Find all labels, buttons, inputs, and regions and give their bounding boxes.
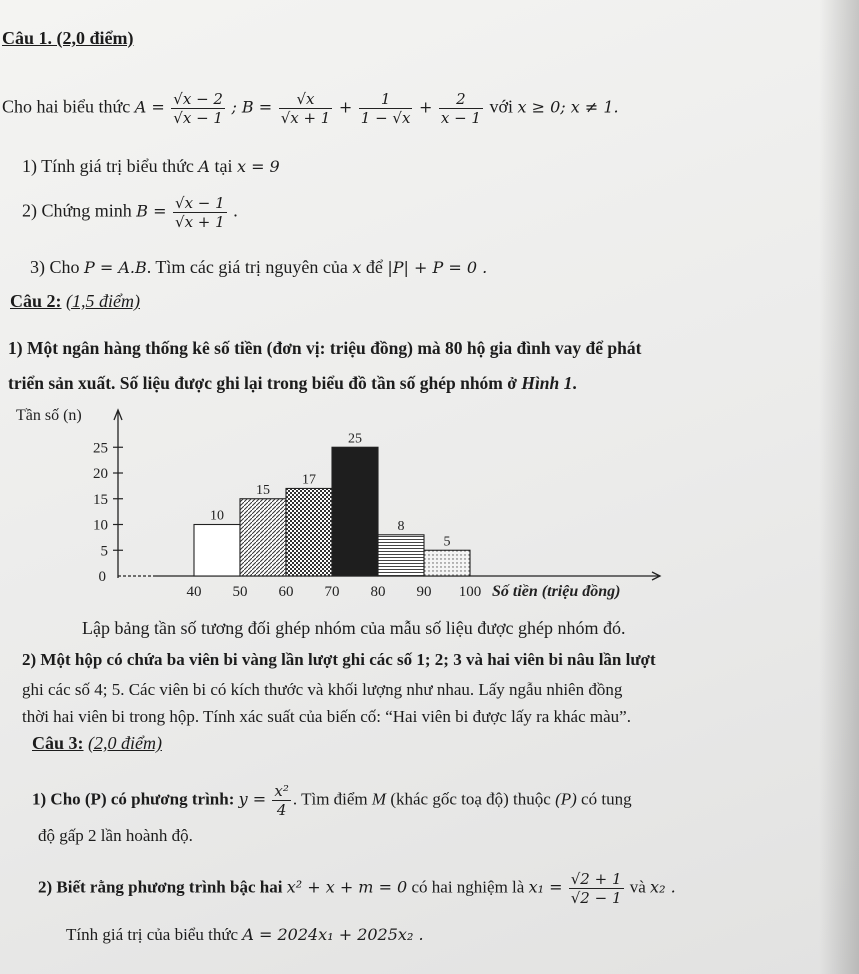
q3-p1-line1 — [32, 782, 632, 819]
exprB-f2-numerator: 1 — [359, 90, 413, 109]
q3-p2-line2b: A = 2024x₁ + 2025x₂ . — [242, 925, 424, 944]
histogram-bar — [194, 525, 240, 577]
q3-p2-x1: x₁ = — [528, 877, 563, 897]
exprA-numerator: √x − 2 — [173, 90, 223, 108]
x-axis-label: Số tiền (triệu đồng) — [492, 583, 621, 600]
q3-p1-a: 1) Cho (P) có phương trình: — [32, 789, 235, 809]
q1-intro-line: Cho hai biểu thức A = $\frac{√x - 2}{√x - 1}$ ; B = $\frac{√x}{√x + 1}$ + $\frac{1}{1 - √x}$ + $\frac{2}{x - 1}$ với x ≥ 0; x ≠ 1. — [2, 90, 619, 127]
y-tick-label: 15 — [93, 491, 108, 508]
q1-item1-text: 1) Tính giá trị biểu thức — [22, 156, 194, 176]
q1-item2-denominator: √x + 1 — [175, 213, 225, 231]
y-tick-label: 5 — [100, 543, 108, 560]
q2-p2-line1: 2) Một hộp có chứa ba viên bi vàng lần lượt ghi các số 1; 2; 3 và hai viên bi nâu lần lượt — [22, 650, 656, 669]
q1-item2-text: 2) Chứng minh — [22, 200, 132, 221]
x-tick-label: 70 — [324, 584, 340, 600]
bar-value-label: 15 — [256, 482, 270, 498]
q3-p1-eq-lhs: y = — [238, 789, 267, 809]
q2-p1-line2a: triển sản xuất. Số liệu được ghi lại trong biểu đồ tần số ghép nhóm ở — [8, 373, 517, 393]
q1-heading: Câu 1. (2,0 điểm) — [2, 28, 134, 48]
q3-heading — [32, 733, 162, 754]
q2-heading — [10, 291, 140, 312]
origin-label: 0 — [98, 569, 106, 585]
q2-p2-line3: thời hai viên bi trong hộp. Tính xác suất của biến cố: “Hai viên bi được lấy ra khác màu”. — [22, 707, 631, 726]
q3-p1-denominator: 4 — [276, 801, 287, 819]
condition: x ≥ 0; x ≠ 1. — [517, 97, 619, 117]
exprB-f1-denominator: √x + 1 — [280, 109, 331, 127]
exprB-f3-denominator: x − 1 — [440, 109, 481, 127]
q3-p2-line2 — [66, 925, 424, 945]
q1-item1-at: tại — [214, 156, 233, 176]
q1-item3 — [30, 257, 487, 278]
q1-item1 — [22, 156, 280, 177]
exprB-lhs: ; B = — [231, 97, 273, 117]
q2-heading-label: Câu 2: — [10, 291, 62, 311]
q2-p1-line1: 1) Một ngân hàng thống kê số tiền (đơn vị: triệu đồng) mà 80 hộ gia đình vay để phát — [8, 338, 642, 358]
q3-p2-c: và — [629, 877, 646, 897]
q1-item3-eq: |P| + P = 0 . — [387, 258, 488, 277]
histogram-bar — [240, 499, 286, 576]
bar-value-label: 5 — [443, 534, 451, 550]
histogram-chart — [0, 398, 700, 608]
x-tick-label: 50 — [232, 584, 248, 600]
q3-p2-eq: x² + x + m = 0 — [286, 877, 408, 897]
q1-item1-var: A — [198, 157, 210, 176]
q2-p1-line2 — [8, 373, 577, 394]
q2-figure-ref: Hình 1 — [521, 373, 573, 393]
bar-value-label: 10 — [210, 508, 224, 524]
histogram-bar — [378, 535, 424, 576]
q3-heading-label: Câu 3: — [32, 733, 84, 753]
q1-item1-val: x = 9 — [236, 157, 280, 176]
histogram-bar — [286, 488, 332, 576]
q2-p1-line2c: . — [572, 373, 577, 393]
q1-item2-numerator: √x − 1 — [175, 194, 225, 212]
exprB-fraction-1 — [279, 90, 333, 127]
q1-item2 — [22, 194, 238, 231]
histogram-bar — [332, 447, 378, 576]
exprA-lhs: A = — [134, 97, 165, 117]
x-tick-label: 60 — [278, 584, 294, 600]
q1-item2-fraction — [173, 194, 227, 231]
q1-item3-p: P = A.B — [84, 258, 147, 277]
q1-item3-c: để — [365, 257, 383, 277]
q1-item2-end: . — [233, 200, 238, 221]
exprA-denominator: √x − 1 — [173, 109, 223, 127]
bar-value-label: 8 — [397, 518, 405, 534]
q3-p2-fraction — [569, 870, 624, 907]
q1-intro: Cho hai biểu thức — [2, 96, 131, 117]
q3-p1-M: M — [371, 789, 387, 809]
y-axis-label: Tần số (n) — [16, 407, 82, 424]
x-tick-label: 80 — [370, 584, 386, 600]
q2-after-chart: Lập bảng tần số tương đối ghép nhóm của mẫu số liệu được ghép nhóm đó. — [82, 618, 626, 638]
q3-p2-a: 2) Biết rằng phương trình bậc hai — [38, 877, 283, 897]
q3-p2-x2: x₂ . — [650, 877, 676, 897]
q3-p2-denominator: √2 − 1 — [570, 889, 622, 907]
histogram-bar — [424, 550, 470, 576]
q3-p2-line1 — [38, 870, 676, 907]
q1-item2-lhs: B = — [136, 201, 167, 221]
q1-item3-x: x — [352, 258, 362, 277]
q3-p1-numerator: x² — [274, 782, 289, 800]
q2-p2-line2: ghi các số 4; 5. Các viên bi có kích thước và khối lượng như nhau. Lấy ngẫu nhiên đồng — [22, 680, 623, 699]
q1-item3-b: . Tìm các giá trị nguyên của — [146, 257, 348, 277]
q2-heading-points: (1,5 điểm) — [66, 291, 140, 311]
exprB-f2-denominator: 1 − √x — [360, 109, 411, 127]
y-tick-label: 10 — [93, 517, 108, 534]
q3-p1-P: (P) — [555, 789, 577, 809]
bar-value-label: 17 — [302, 472, 316, 488]
x-tick-label: 40 — [186, 584, 202, 600]
cond-word: với — [489, 96, 513, 117]
q3-p1-d: có tung — [581, 789, 632, 809]
q1-item3-a: 3) Cho — [30, 257, 80, 277]
q3-heading-points: (2,0 điểm) — [88, 733, 162, 753]
q3-p2-line2a: Tính giá trị của biểu thức — [66, 925, 239, 944]
q3-p1-c: (khác gốc toạ độ) thuộc — [390, 789, 551, 809]
y-tick-label: 20 — [93, 466, 108, 482]
y-tick-label: 25 — [93, 440, 108, 457]
q3-p1-line2: độ gấp 2 lần hoành độ. — [38, 826, 193, 845]
page-edge-shadow — [819, 0, 859, 974]
x-tick-label: 100 — [458, 584, 482, 600]
q3-p2-b: có hai nghiệm là — [411, 877, 525, 897]
exprB-f1-numerator: √x — [279, 90, 333, 109]
bar-value-label: 25 — [348, 431, 362, 447]
q3-p1-b: . Tìm điểm — [292, 789, 368, 809]
x-tick-label: 90 — [416, 584, 432, 600]
q3-p2-numerator: √2 + 1 — [570, 870, 622, 888]
q3-p1-fraction — [272, 782, 290, 819]
exprB-fraction-2 — [359, 90, 413, 127]
exprA-fraction — [171, 90, 225, 127]
exprB-f3-numerator: 2 — [439, 90, 483, 109]
exprB-fraction-3 — [439, 90, 483, 127]
